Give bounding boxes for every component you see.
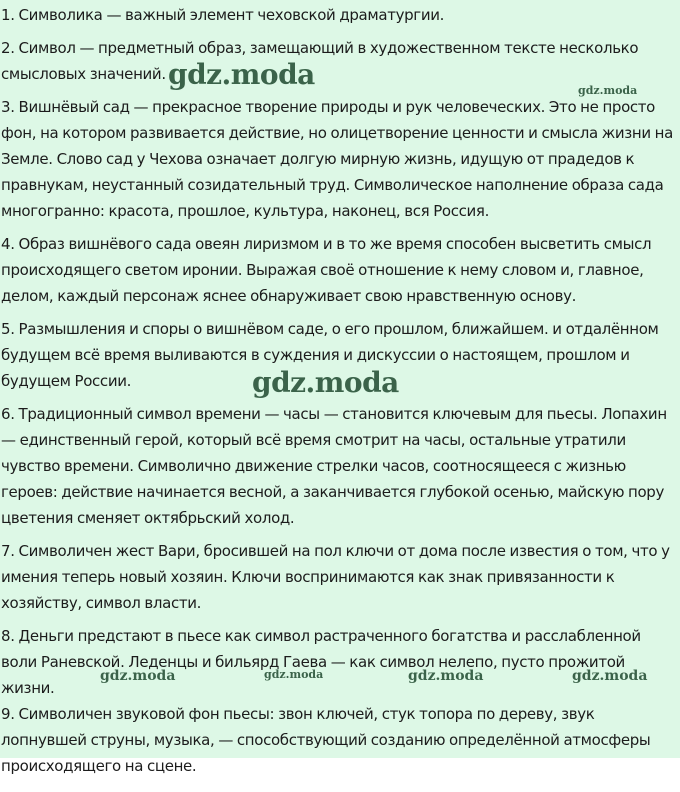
paragraph-7: 7. Символичен жест Вари, бросившей на пол ключи от дома после известия о том, что у имения теперь новый хозяин. Ключи воспринимаются как знак привязанности к хозяйству, символ власти.	[1, 542, 670, 612]
watermark-logo: gdz.moda	[578, 84, 638, 97]
watermark-logo: gdz.moda	[264, 668, 324, 681]
paragraph-5: 5. Размышления и споры о вишнёвом саде, о его прошлом, ближайшем. и отдалённом будущем всё время выливаются в суждения и дискуссии о настоящем, прошлом и будущем России.	[1, 320, 659, 390]
paragraph-1: 1. Символика — важный элемент чеховской драматургии.	[1, 6, 445, 24]
paragraph-9: 9. Символичен звуковой фон пьесы: звон ключей, стук топора по дереву, звук лопнувшей струны, музыка, — способствующий созданию определённой атмосферы происходящего на сцене.	[1, 705, 651, 775]
watermark-logo: gdz.moda	[100, 668, 176, 684]
paragraph-8: 8. Деньги предстают в пьесе как символ растраченного богатства и расслабленной воли Раневской. Леденцы и бильярд Гаева — как символ нелепо, пусто прожитой жизни.	[1, 627, 641, 697]
paragraph-2: 2. Символ — предметный образ, замещающий в художественном тексте несколько смысловых значений.	[1, 39, 639, 83]
watermark-logo: gdz.moda	[168, 58, 315, 91]
watermark-logo: gdz.moda	[252, 366, 399, 399]
paragraph-6: 6. Традиционный символ времени — часы — становится ключевым для пьесы. Лопахин — единственный герой, который всё время смотрит на часы, остальные утратили чувство времени. Символично движение стрелки часов, соотносящееся с жизнью героев: действие начинается весной, а заканчивается глубокой осенью, майскую пору цветения сменяет октябрьский холод.	[1, 405, 667, 527]
paragraph-3: 3. Вишнёвый сад — прекрасное творение природы и рук человеческих. Это не просто фон, на котором развивается действие, но олицетворение ценности и смысла жизни на Земле. Слово сад у Чехова означает долгую мирную жизнь, идущую от прадедов к правнукам, неустанный созидательный труд. Символическое наполнение образа сада многогранно: красота, прошлое, культура, наконец, вся Россия.	[1, 98, 673, 220]
watermark-logo: gdz.moda	[572, 668, 648, 684]
watermark-logo: gdz.moda	[408, 668, 484, 684]
paragraph-4: 4. Образ вишнёвого сада овеян лиризмом и в то же время способен высветить смысл происходящего светом иронии. Выражая своё отношение к нему словом и, главное, делом, каждый персонаж яснее обнаруживает свою нравственную основу.	[1, 235, 652, 305]
